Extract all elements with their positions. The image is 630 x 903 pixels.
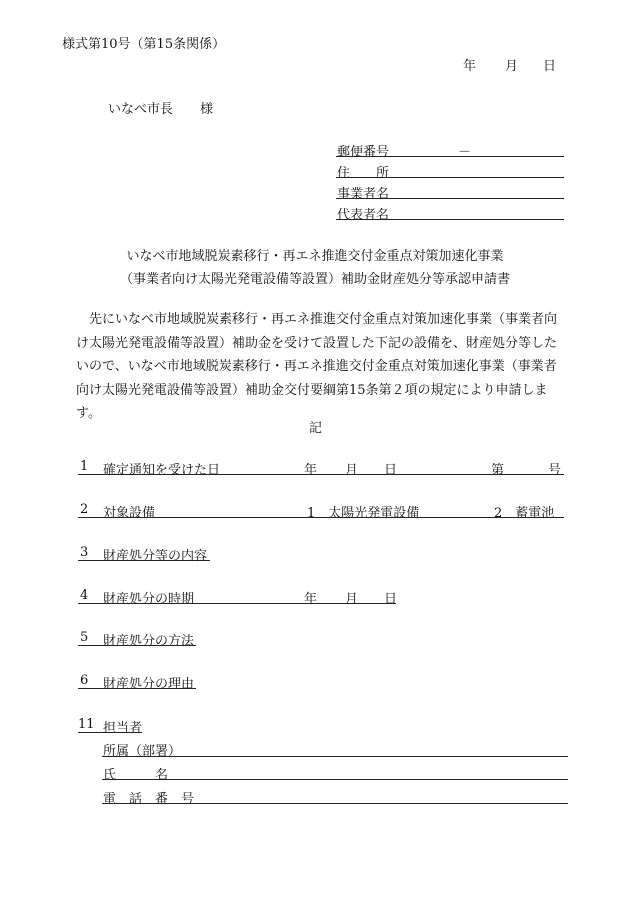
contact-phone-label: 電 話 番 号 [103,792,195,807]
representative-underline [336,219,564,220]
date-year-label: 年 [463,59,477,74]
item1-day: 日 [384,463,398,478]
item2-label: 対象設備 [103,506,156,521]
addressee-name: いなべ市長 [108,102,174,117]
postal-underline [336,156,564,157]
document-title-line1: いなべ市地域脱炭素移行・再エネ推進交付金重点対策加速化事業 [126,249,504,264]
item4-label: 財産処分の時期 [103,592,195,607]
form-number: 様式第10号（第15条関係） [62,37,226,52]
item4-underline [78,603,396,604]
item1-month: 月 [345,463,359,478]
item4-day: 日 [384,592,398,607]
item1-year: 年 [304,463,318,478]
item2-underline [78,517,564,518]
date-month-label: 月 [505,59,519,74]
item6-label: 財産処分の理由 [103,677,195,692]
item5-label: 財産処分の方法 [103,634,195,649]
item2-option-solar: 1 太陽光発電設備 [307,506,420,521]
item3-underline [78,560,210,561]
postal-dash: － [458,145,472,160]
item1-label: 確定通知を受けた日 [103,463,221,478]
item6-number: 6 [80,673,89,688]
item11-number: 11 [78,717,95,732]
postal-label: 郵便番号 [337,145,390,160]
item5-underline [78,645,196,646]
item4-month: 月 [345,592,359,607]
item4-year: 年 [304,592,318,607]
contact-dept-underline [102,756,568,757]
item2-number: 2 [80,502,89,517]
addressee-honorific: 様 [200,102,214,117]
address-label: 住 所 [337,166,390,181]
item1-go: 号 [548,463,562,478]
item5-number: 5 [80,630,89,645]
contact-dept-label: 所属（部署） [103,744,182,759]
item4-number: 4 [80,588,89,603]
item2-option-battery: 2 蓄電池 [494,506,555,521]
document-title-line2: （事業者向け太陽光発電設備等設置）補助金財産処分等承認申請書 [119,272,510,287]
contact-name-underline [102,779,568,780]
date-day-label: 日 [543,59,557,74]
item1-number: 1 [80,459,89,474]
item1-dai: 第 [491,463,505,478]
contact-name-label: 氏 名 [103,768,169,783]
business-name-underline [336,198,564,199]
address-underline [336,177,564,178]
item6-underline [78,688,196,689]
contact-phone-underline [102,803,568,804]
item1-underline [78,474,564,475]
item11-underline [78,732,142,733]
representative-label: 代表者名 [337,208,390,223]
item11-label: 担当者 [103,721,143,736]
ki-heading: 記 [309,421,323,436]
item3-number: 3 [80,545,89,560]
item3-label: 財産処分等の内容 [103,549,208,564]
application-body: 先にいなべ市地域脱炭素移行・再エネ推進交付金重点対策加速化事業（事業者向け太陽光発電設備等設置）補助金を受けて設置した下記の設備を、財産処分等したいので、いなべ市地域脱炭素移行・再エネ推進交付金重点対策加速化事業（事業者向け太陽光発電設備等設置）補助金交付要綱第15条第２項の規定により申請します。 [76,312,558,421]
business-name-label: 事業者名 [337,187,390,202]
